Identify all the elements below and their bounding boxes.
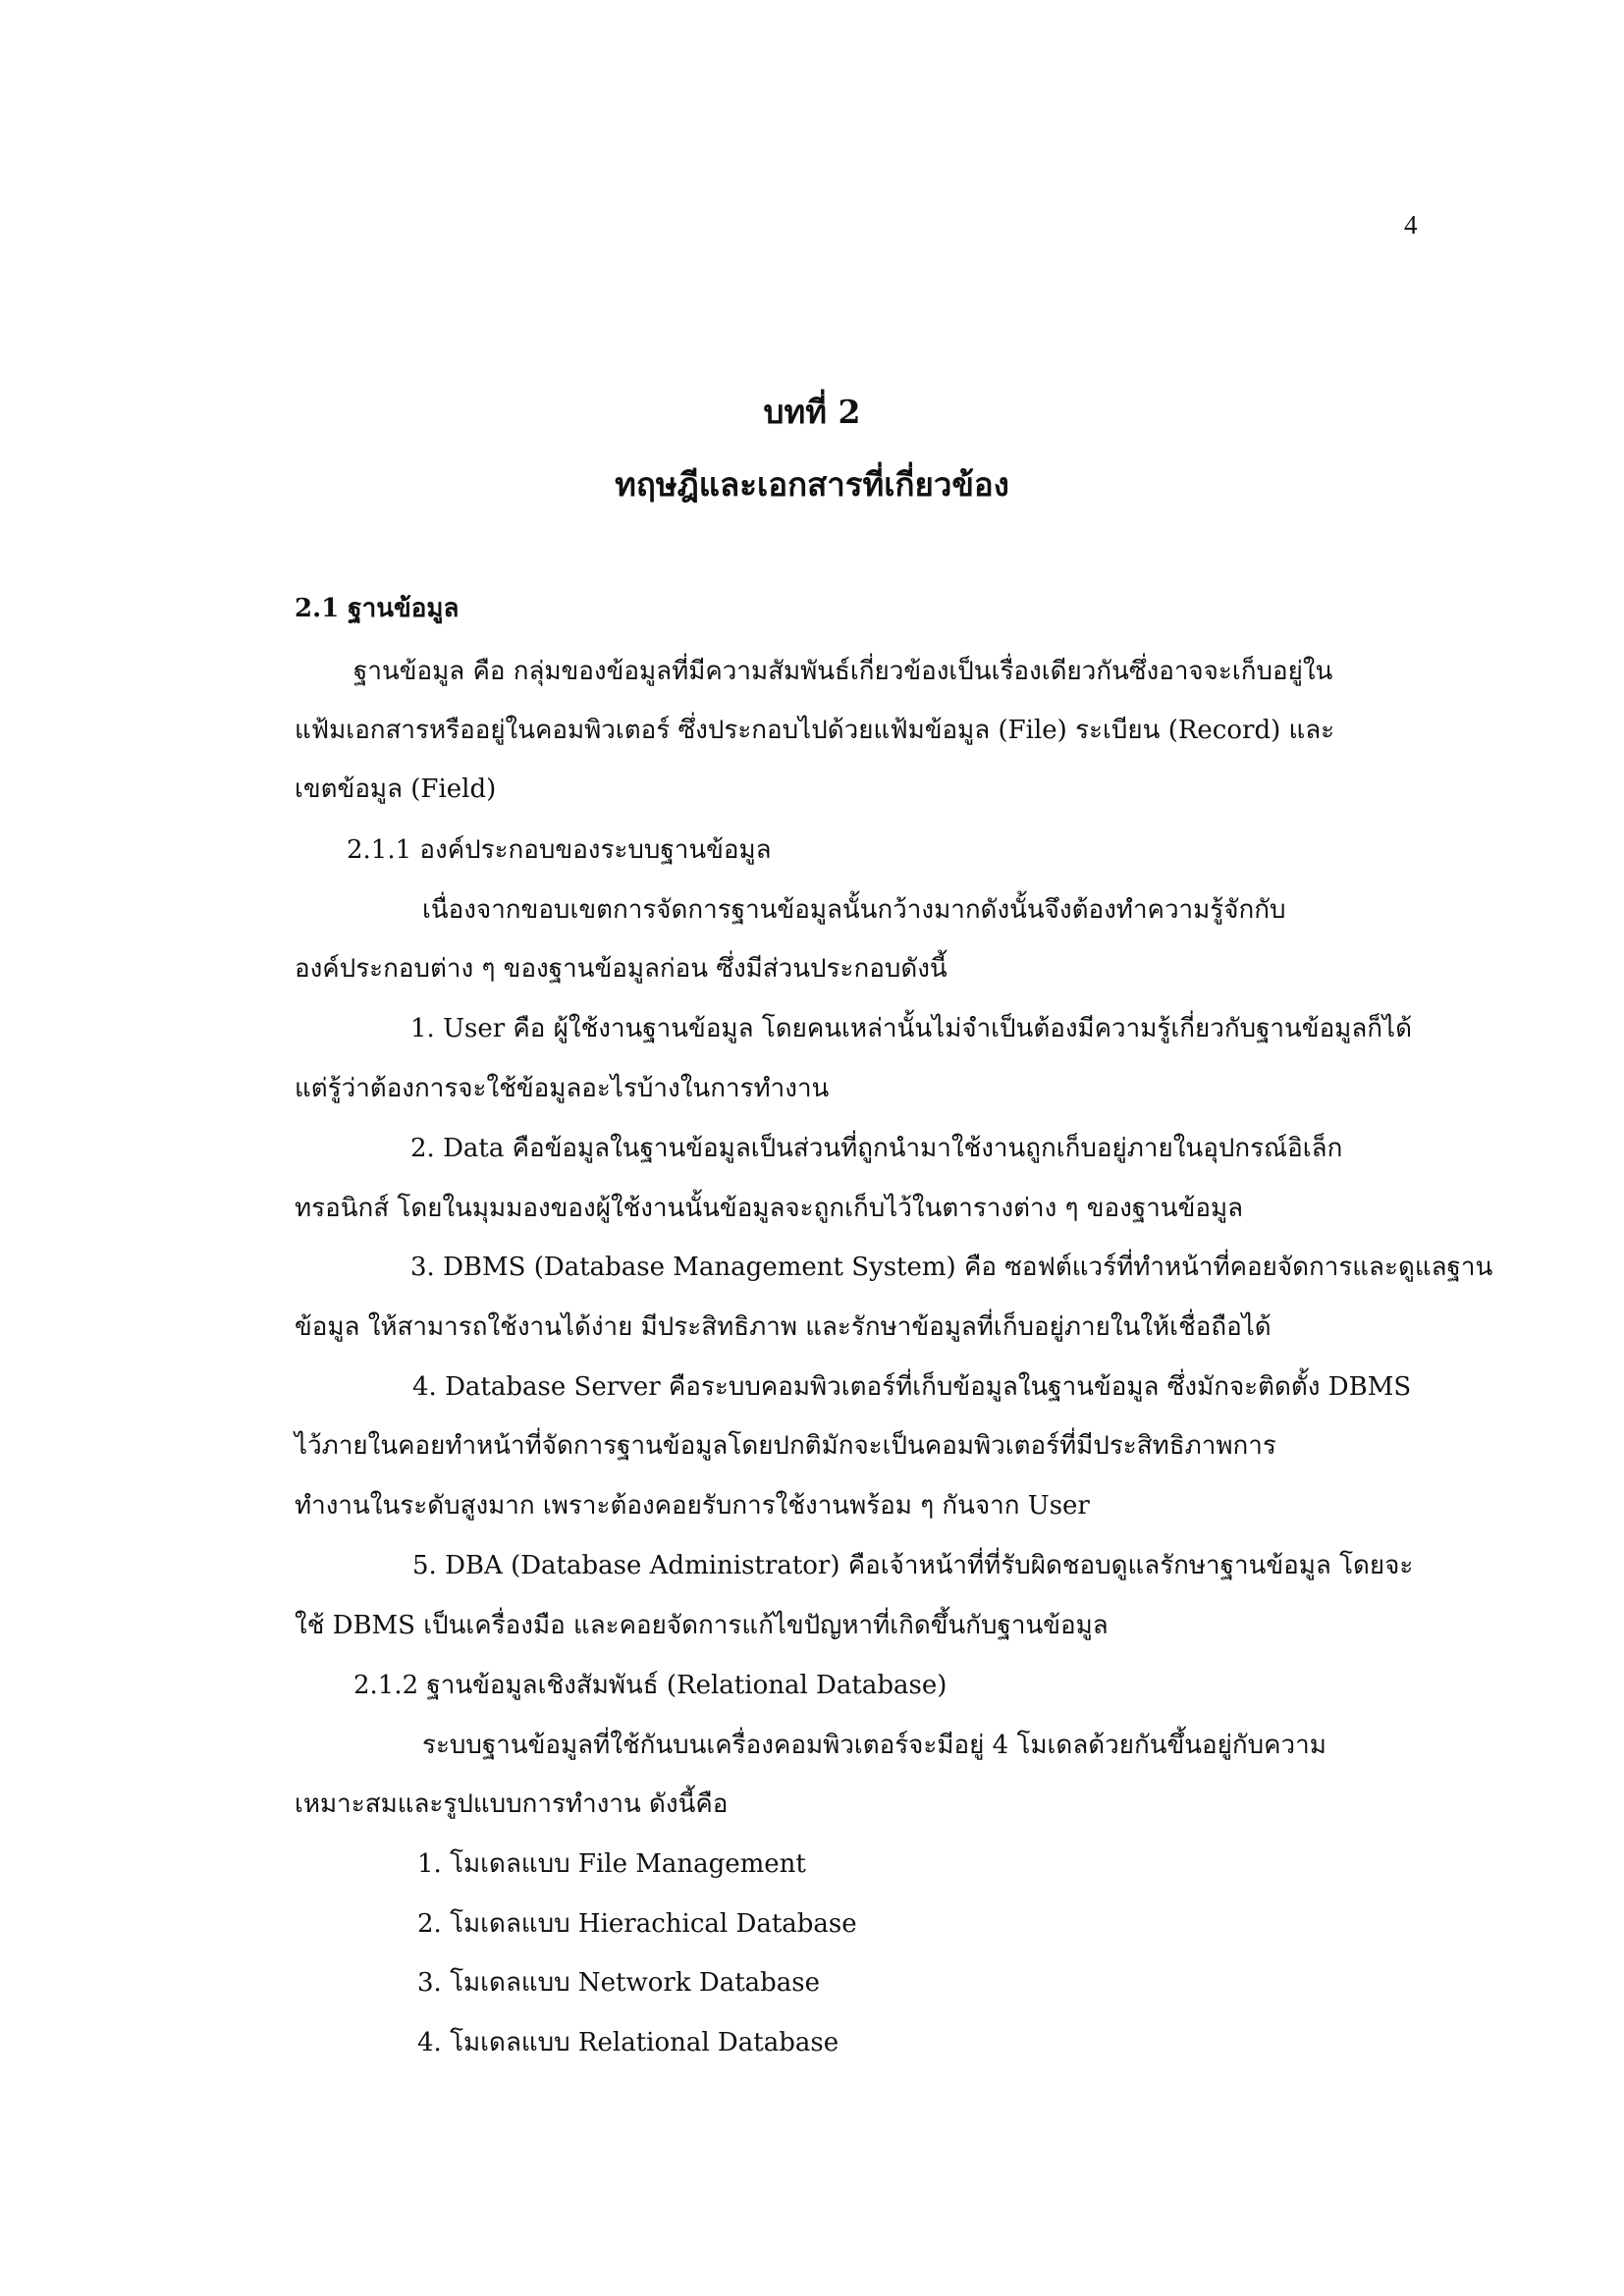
- list-item: 2. Data คือข้อมูลในฐานข้อมูลเป็นส่วนที่ถูกนำมาใช้งานถูกเก็บอยู่ภายในอุปกรณ์อิเล็ก: [410, 1134, 1343, 1163]
- model-list-item: 3. โมเดลแบบ Network Database: [417, 1968, 821, 1998]
- paragraph-line: เหมาะสมและรูปแบบการทำงาน ดังนี้คือ: [295, 1789, 729, 1819]
- chapter-title: ทฤษฎีและเอกสารที่เกี่ยวข้อง: [615, 465, 1009, 504]
- paragraph-line: แต่รู้ว่าต้องการจะใช้ข้อมูลอะไรบ้างในการทำงาน: [295, 1074, 830, 1103]
- paragraph-line: ใช้ DBMS เป็นเครื่องมือ และคอยจัดการแก้ไขปัญหาที่เกิดขึ้นกับฐานข้อมูล: [295, 1611, 1109, 1640]
- paragraph-line: ข้อมูล ให้สามารถใช้งานได้ง่าย มีประสิทธิภาพ และรักษาข้อมูลที่เก็บอยู่ภายในให้เชื่อถือได้: [295, 1312, 1272, 1342]
- page-number: 4: [1404, 210, 1418, 240]
- subsection-heading: 2.1.2 ฐานข้อมูลเชิงสัมพันธ์ (Relational Database): [353, 1671, 947, 1700]
- paragraph-line: เขตข้อมูล (Field): [295, 774, 497, 804]
- paragraph-line: ฐานข้อมูล คือ กลุ่มของข้อมูลที่มีความสัมพันธ์เกี่ยวข้องเป็นเรื่องเดียวกันซึ่งอาจจะเก็บอยู่ใน: [353, 657, 1333, 686]
- list-item: 1. User คือ ผู้ใช้งานฐานข้อมูล โดยคนเหล่านั้นไม่จำเป็นต้องมีความรู้เกี่ยวกับฐานข้อมูลก็ได้: [410, 1014, 1412, 1043]
- subsection-heading: 2.1.1 องค์ประกอบของระบบฐานข้อมูล: [347, 835, 772, 865]
- model-list-item: 2. โมเดลแบบ Hierachical Database: [417, 1909, 857, 1939]
- section-heading: 2.1 ฐานข้อมูล: [295, 594, 460, 623]
- list-item: 3. DBMS (Database Management System) คือ ซอฟต์แวร์ที่ทำหน้าที่คอยจัดการและดูแลฐาน: [410, 1253, 1493, 1282]
- list-item: 5. DBA (Database Administrator) คือเจ้าหน้าที่ที่รับผิดชอบดูแลรักษาฐานข้อมูล โดยจะ: [412, 1551, 1414, 1580]
- paragraph-line: ไว้ภายในคอยทำหน้าที่จัดการฐานข้อมูลโดยปกติมักจะเป็นคอมพิวเตอร์ที่มีประสิทธิภาพการ: [295, 1431, 1276, 1461]
- paragraph-line: เนื่องจากขอบเขตการจัดการฐานข้อมูลนั้นกว้างมากดังนั้นจึงต้องทำความรู้จักกับ: [422, 895, 1286, 925]
- paragraph-line: ระบบฐานข้อมูลที่ใช้กันบนเครื่องคอมพิวเตอร์จะมีอยู่ 4 โมเดลด้วยกันขึ้นอยู่กับความ: [422, 1731, 1326, 1760]
- paragraph-line: ทำงานในระดับสูงมาก เพราะต้องคอยรับการใช้งานพร้อม ๆ กันจาก User: [295, 1491, 1090, 1521]
- model-list-item: 4. โมเดลแบบ Relational Database: [417, 2028, 839, 2057]
- paragraph-line: องค์ประกอบต่าง ๆ ของฐานข้อมูลก่อน ซึ่งมีส่วนประกอบดังนี้: [295, 954, 947, 984]
- paragraph-line: ทรอนิกส์ โดยในมุมมองของผู้ใช้งานนั้นข้อมูลจะถูกเก็บไว้ในตารางต่าง ๆ ของฐานข้อมูล: [295, 1194, 1244, 1223]
- paragraph-line: แฟ้มเอกสารหรืออยู่ในคอมพิวเตอร์ ซึ่งประกอบไปด้วยแฟ้มข้อมูล (File) ระเบียน (Record) และ: [295, 716, 1335, 745]
- chapter-label: บทที่ 2: [763, 393, 861, 431]
- model-list-item: 1. โมเดลแบบ File Management: [417, 1849, 806, 1879]
- list-item: 4. Database Server คือระบบคอมพิวเตอร์ที่เก็บข้อมูลในฐานข้อมูล ซึ่งมักจะติดตั้ง DBMS: [412, 1372, 1412, 1402]
